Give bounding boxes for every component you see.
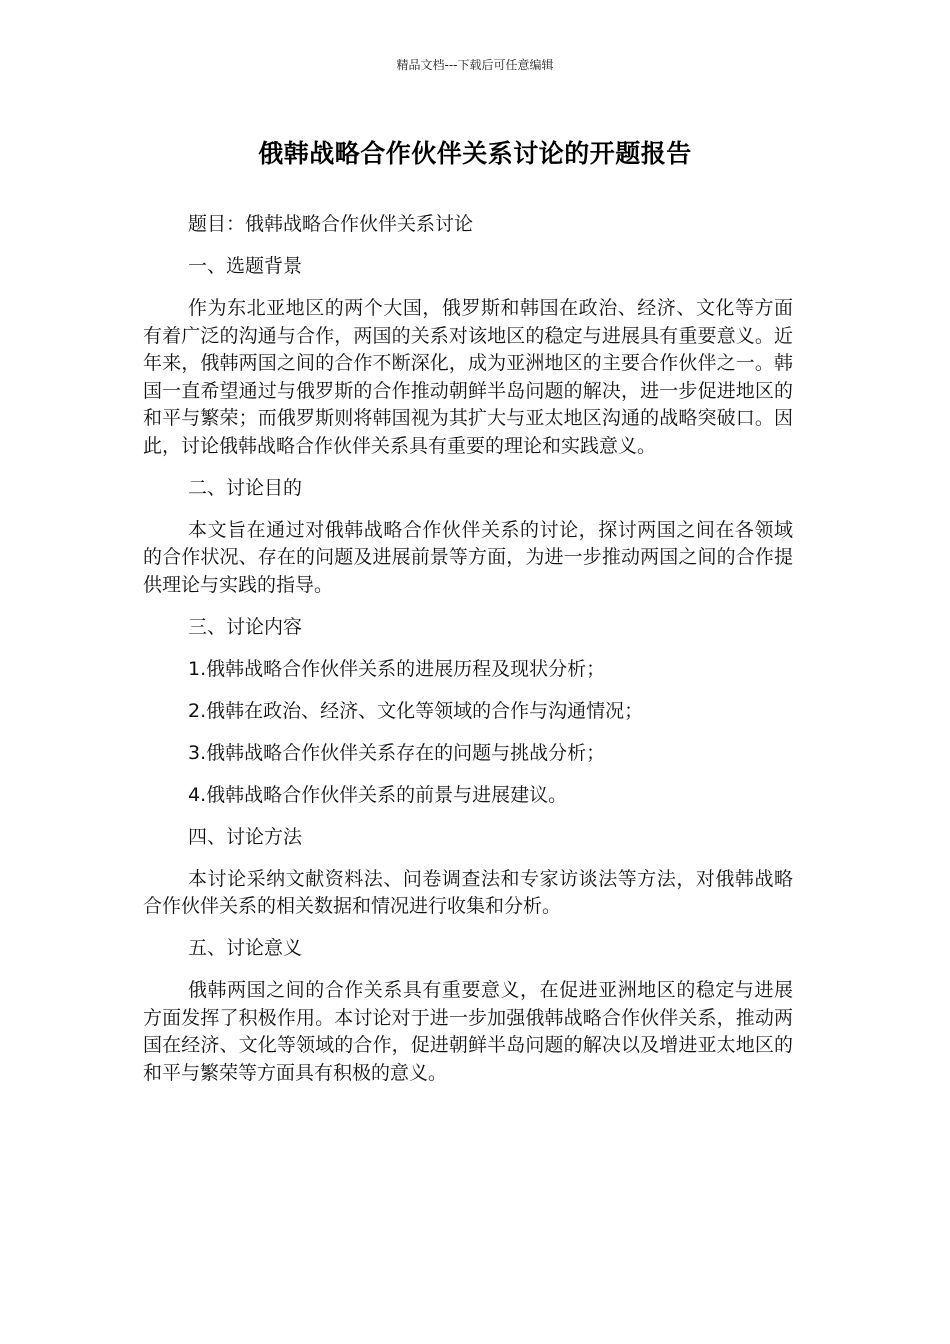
content-item: 1.俄韩战略合作伙伴关系的进展历程及现状分析； [188,657,606,680]
section-heading-significance: 五、讨论意义 [188,937,303,959]
section-heading-background: 一、选题背景 [188,255,303,277]
content-item: 4.俄韩战略合作伙伴关系的前景与进展建议。 [188,783,568,806]
method-paragraph: 本讨论采纳文献资料法、问卷调查法和专家访谈法等方法，对俄韩战略合作伙伴关系的相关数据和情况进行收集和分析。 [143,867,793,917]
background-paragraph: 作为东北亚地区的两个大国，俄罗斯和韩国在政治、经济、文化等方面有着广泛的沟通与合作，两国的关系对该地区的稳定与进展具有重要意义。近年来，俄韩两国之间的合作不断深化，成为亚洲地区的主要合作伙伴之一。韩国一直希望通过与俄罗斯的合作推动朝鲜半岛问题的解决，进一步促进地区的和平与繁荣；而俄罗斯则将韩国视为其扩大与亚太地区沟通的战略突破口。因此，讨论俄韩战略合作伙伴关系具有重要的理论和实践意义。 [143,297,793,457]
section-heading-method: 四、讨论方法 [188,825,303,848]
document-title: 俄韩战略合作伙伴关系讨论的开题报告 [258,139,692,168]
purpose-paragraph: 本文旨在通过对俄韩战略合作伙伴关系的讨论，探讨两国之间在各领域的合作状况、存在的问题及进展前景等方面，为进一步推动两国之间的合作提供理论与实践的指导。 [143,518,793,596]
content-item: 2.俄韩在政治、经济、文化等领域的合作与沟通情况； [188,699,644,722]
section-heading-content: 三、讨论内容 [188,615,303,638]
significance-paragraph: 俄韩两国之间的合作关系具有重要意义，在促进亚洲地区的稳定与进展方面发挥了积极作用。本讨论对于进一步加强俄韩战略合作伙伴关系，推动两国在经济、文化等领域的合作，促进朝鲜半岛问题的解决以及增进亚太地区的和平与繁荣等方面具有积极的意义。 [143,979,793,1084]
content-item: 3.俄韩战略合作伙伴关系存在的问题与挑战分析； [188,741,606,764]
subject-line: 题目：俄韩战略合作伙伴关系讨论 [188,213,474,235]
section-heading-purpose: 二、讨论目的 [188,476,303,499]
page-header: 精品文档---下载后可任意编辑 [396,58,554,72]
document-body [143,211,793,1102]
